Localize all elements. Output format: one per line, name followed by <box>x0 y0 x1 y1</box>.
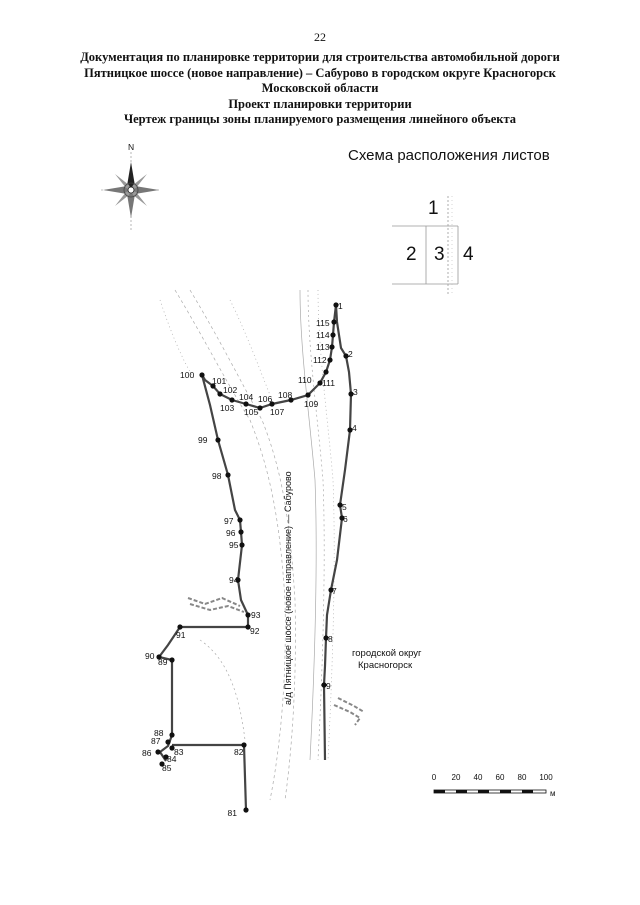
point-label: 110 <box>298 375 312 385</box>
sheet-2-label: 2 <box>406 244 417 265</box>
compass-rose-icon <box>101 142 161 230</box>
point-label: 93 <box>251 610 261 620</box>
point-label: 115 <box>316 318 330 328</box>
point-label: 98 <box>212 471 222 481</box>
point-label: 81 <box>227 808 237 818</box>
point-label: 105 <box>244 407 259 417</box>
point-label: 114 <box>316 330 330 340</box>
sheet-3-label: 3 <box>434 244 445 265</box>
point-label: 8 <box>328 634 333 644</box>
point-label: 102 <box>223 385 238 395</box>
point-label: 90 <box>145 651 155 661</box>
scale-tick: 0 <box>431 773 437 782</box>
header-line-4: Проект планировки территории <box>228 96 412 111</box>
point-label: 112 <box>313 355 327 365</box>
region-label-line2: Красногорск <box>358 660 413 671</box>
sheet-1-label: 1 <box>428 198 439 219</box>
point-label: 95 <box>229 540 239 550</box>
scale-tick: 40 <box>473 773 483 782</box>
header-line-2: Пятницкое шоссе (новое направление) – Сабурово в городском округе Красногорск <box>84 65 556 80</box>
point-label: 97 <box>224 516 234 526</box>
point-label: 84 <box>167 754 177 764</box>
header-line-3: Московской области <box>261 81 379 95</box>
point-label: 4 <box>352 423 357 433</box>
point-label: 7 <box>332 586 337 596</box>
point-label: 6 <box>343 514 348 524</box>
point-label: 89 <box>158 657 168 667</box>
scale-tick: 20 <box>451 773 461 782</box>
point-label: 99 <box>198 435 208 445</box>
point-label: 1 <box>338 301 343 311</box>
scale-bar <box>430 773 560 803</box>
point-label: 9 <box>326 681 331 691</box>
scale-unit: м <box>550 789 556 798</box>
point-label: 109 <box>304 399 319 409</box>
header-line-5: Чертеж границы зоны планируемого размещения линейного объекта <box>123 112 517 126</box>
scale-tick: 80 <box>517 773 527 782</box>
point-label: 2 <box>348 349 353 359</box>
point-label: 5 <box>342 502 347 512</box>
header-line-1: Документация по планировке территории для строительства автомобильной дороги <box>80 50 560 64</box>
road-label: а/д Пятницкое шоссе (новое направление) — Сабурово <box>283 471 293 705</box>
point-label: 94 <box>229 575 239 585</box>
point-label: 111 <box>322 378 335 388</box>
point-label: 108 <box>278 390 293 400</box>
point-label: 87 <box>151 736 161 746</box>
point-label: 106 <box>258 394 273 404</box>
region-label-line1: городской округ <box>352 648 422 659</box>
point-label: 86 <box>142 748 152 758</box>
point-label: 101 <box>212 376 227 386</box>
point-label: 85 <box>162 763 172 773</box>
point-label: 3 <box>353 387 358 397</box>
point-label: 107 <box>270 407 285 417</box>
point-label: 88 <box>154 728 164 738</box>
hatched-areas <box>188 598 364 725</box>
scale-tick: 60 <box>495 773 505 782</box>
point-label: 113 <box>316 342 330 352</box>
point-label: 96 <box>226 528 236 538</box>
point-label: 104 <box>239 392 254 402</box>
point-label: 91 <box>176 630 186 640</box>
point-label: 103 <box>220 403 235 413</box>
road-network <box>160 290 334 800</box>
sheet-scheme-title: Схема расположения листов <box>348 147 550 164</box>
point-label: 83 <box>174 747 184 757</box>
point-label: 92 <box>250 626 260 636</box>
compass-north-label: N <box>127 142 135 152</box>
scale-tick: 100 <box>539 773 553 782</box>
sheet-4-label: 4 <box>463 244 474 265</box>
point-label: 82 <box>234 747 244 757</box>
page-number: 22 <box>314 30 326 44</box>
point-label: 100 <box>180 370 195 380</box>
